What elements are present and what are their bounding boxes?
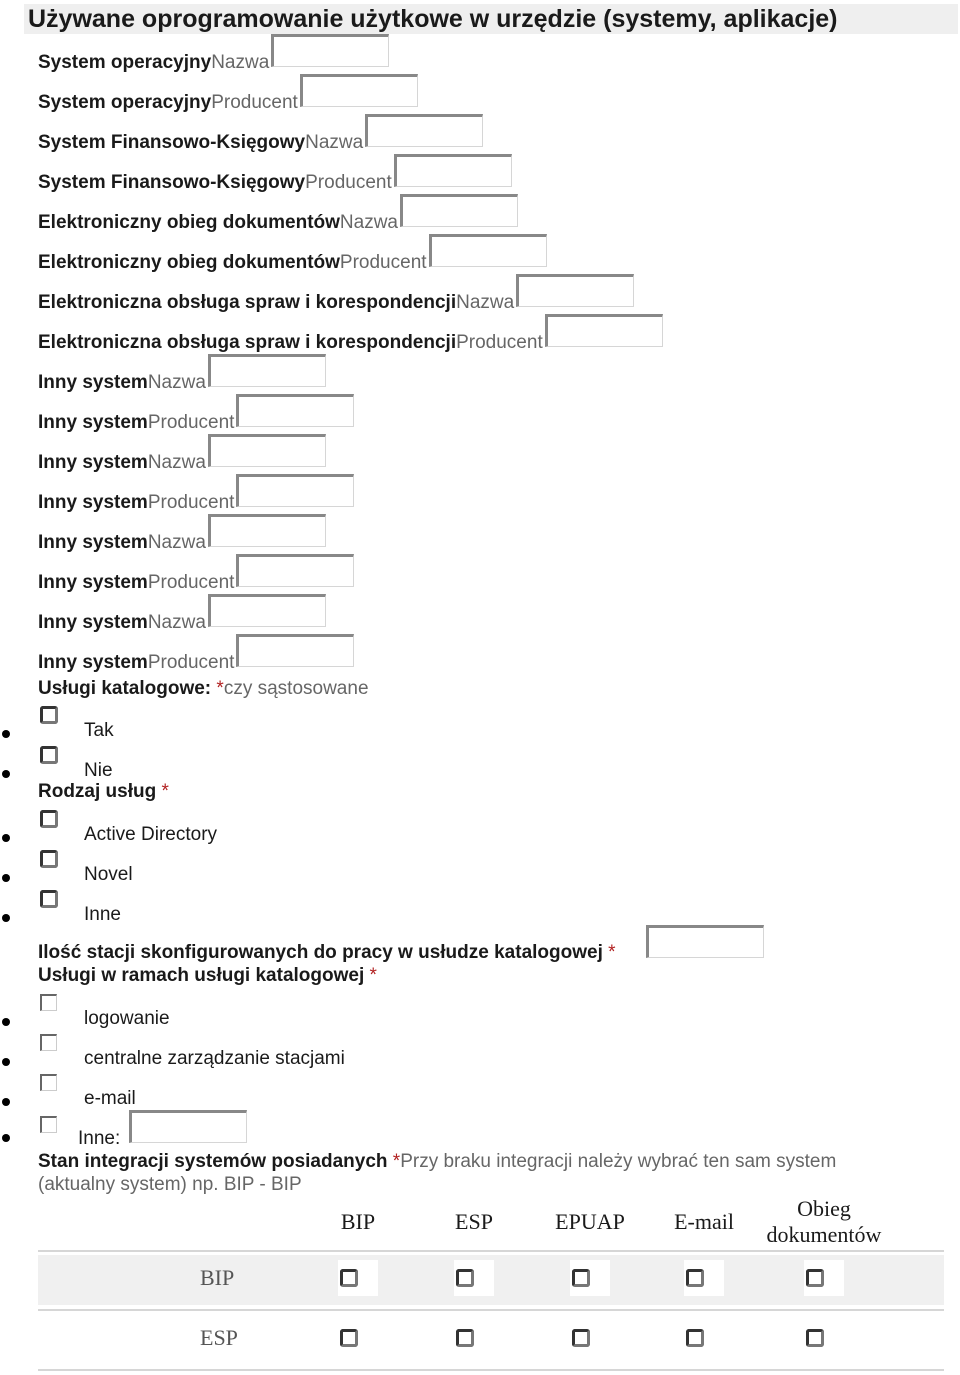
option-label: e-mail — [84, 1088, 136, 1109]
option-row — [0, 706, 700, 746]
option-label: centralne zarządzanie stacjami — [84, 1048, 345, 1069]
table-cell — [454, 1320, 494, 1356]
bullet-icon — [2, 874, 10, 882]
software-field-input[interactable] — [236, 554, 354, 587]
system-name-text: Inny system — [38, 572, 148, 593]
table-cell — [804, 1260, 844, 1296]
option-checkbox[interactable] — [40, 1074, 57, 1091]
table-divider — [38, 1369, 944, 1371]
option-label: Inne — [84, 904, 121, 925]
software-field-label — [38, 372, 206, 394]
software-field-input[interactable] — [300, 74, 418, 107]
option-row — [0, 1034, 700, 1074]
option-row — [0, 850, 700, 890]
bullet-icon — [2, 1018, 10, 1026]
system-name-text: Inny system — [38, 652, 148, 673]
other-checkbox[interactable] — [40, 1116, 57, 1133]
option-label: Nie — [84, 760, 113, 781]
integration-radio[interactable] — [806, 1329, 824, 1347]
service-type-heading: Rodzaj usług * — [38, 781, 169, 802]
table-row — [38, 1255, 944, 1305]
field-kind-text: Producent — [305, 172, 392, 193]
system-name-text: Inny system — [38, 532, 148, 553]
software-field-input[interactable] — [429, 234, 547, 267]
bullet-icon — [2, 1134, 10, 1142]
integration-radio[interactable] — [456, 1329, 474, 1347]
software-field-label — [38, 52, 269, 74]
field-kind-text: Nazwa — [456, 292, 515, 313]
option-checkbox[interactable] — [40, 1034, 57, 1051]
software-field-label — [38, 172, 392, 194]
software-field-input[interactable] — [236, 394, 354, 427]
other-input[interactable] — [129, 1110, 247, 1143]
field-kind-text: Producent — [147, 492, 235, 513]
table-cell — [570, 1260, 610, 1296]
row-label: ESP — [200, 1325, 238, 1350]
option-control — [40, 1034, 57, 1057]
system-name-text: Elektroniczny obieg dokumentów — [38, 212, 340, 233]
field-kind-text: Producent — [147, 572, 235, 593]
column-header: Obieg dokumentów — [766, 1196, 882, 1247]
services-within-heading: Usługi w ramach usługi katalogowej * — [38, 965, 377, 986]
bullet-icon — [2, 914, 10, 922]
table-cell — [804, 1320, 844, 1356]
field-kind-text: Producent — [147, 652, 235, 673]
row-label: BIP — [200, 1265, 235, 1290]
option-control — [40, 890, 58, 914]
option-radio[interactable] — [40, 890, 58, 908]
software-field-label — [38, 572, 234, 594]
integration-radio[interactable] — [686, 1269, 704, 1287]
option-control — [40, 746, 58, 770]
option-control — [40, 706, 58, 730]
bullet-icon — [2, 834, 10, 842]
integration-radio[interactable] — [806, 1269, 824, 1287]
option-control — [40, 994, 57, 1017]
integration-radio[interactable] — [456, 1269, 474, 1287]
stations-count-input[interactable] — [646, 925, 764, 958]
software-field-input[interactable] — [236, 634, 354, 667]
integration-radio[interactable] — [572, 1329, 590, 1347]
software-field-input[interactable] — [516, 274, 634, 307]
directory-services-heading: Usługi katalogowe: *czy sąstosowane — [38, 678, 369, 699]
table-cell — [684, 1260, 724, 1296]
software-field-input[interactable] — [208, 514, 326, 547]
software-field-label — [38, 132, 363, 154]
table-divider — [38, 1250, 944, 1252]
option-row — [0, 810, 700, 850]
option-control — [40, 1074, 57, 1097]
system-name-text: Inny system — [38, 452, 148, 473]
table-cell — [338, 1260, 378, 1296]
option-radio[interactable] — [40, 850, 58, 868]
field-kind-text: Producent — [147, 412, 235, 433]
field-kind-text: Producent — [339, 252, 427, 273]
software-field-input[interactable] — [208, 434, 326, 467]
software-field-input[interactable] — [271, 34, 389, 67]
field-kind-text: Nazwa — [339, 212, 398, 233]
field-kind-text: Nazwa — [305, 132, 364, 153]
system-name-text: System Finansowo-Księgowy — [38, 172, 306, 193]
table-cell — [454, 1260, 494, 1296]
system-name-text: Inny system — [38, 412, 148, 433]
software-field-input[interactable] — [208, 594, 326, 627]
integration-radio[interactable] — [686, 1329, 704, 1347]
option-label: Tak — [84, 720, 114, 741]
software-field-label — [38, 412, 234, 434]
option-label: Active Directory — [84, 824, 218, 845]
software-field-label — [38, 332, 543, 354]
software-field-label — [38, 532, 206, 554]
field-kind-text: Nazwa — [147, 452, 206, 473]
option-radio[interactable] — [40, 706, 58, 724]
software-field-label — [38, 212, 398, 234]
system-name-text: System operacyjny — [38, 52, 212, 73]
option-label: logowanie — [84, 1008, 170, 1029]
system-name-text: System Finansowo-Księgowy — [38, 132, 306, 153]
field-kind-text: Nazwa — [147, 372, 206, 393]
software-field-label — [38, 452, 206, 474]
field-kind-text: Nazwa — [211, 52, 270, 73]
column-header: EPUAP — [555, 1209, 625, 1234]
table-cell — [338, 1320, 378, 1356]
option-control — [40, 810, 58, 834]
option-row — [0, 890, 700, 930]
software-field-input[interactable] — [208, 354, 326, 387]
option-checkbox[interactable] — [40, 994, 57, 1011]
table-row — [38, 1315, 944, 1365]
software-field-label — [38, 612, 206, 634]
software-field-label — [38, 92, 298, 114]
option-radio[interactable] — [40, 746, 58, 764]
software-field-input[interactable] — [400, 194, 518, 227]
system-name-text: Elektroniczna obsługa spraw i korespondencji — [38, 332, 457, 353]
services-within-other-row — [0, 1110, 700, 1150]
field-kind-text: Nazwa — [147, 612, 206, 633]
option-label: Novel — [84, 864, 133, 885]
system-name-text: Inny system — [38, 372, 148, 393]
option-row — [0, 746, 700, 786]
software-field-label — [38, 292, 514, 314]
column-header: BIP — [340, 1209, 376, 1234]
field-kind-text: Nazwa — [147, 532, 206, 553]
option-radio[interactable] — [40, 810, 58, 828]
page-title: Używane oprogramowanie użytkowe w urzędzie (systemy, aplikacje) — [24, 4, 958, 34]
table-cell — [684, 1320, 724, 1356]
field-kind-text: Producent — [211, 92, 298, 113]
integration-radio[interactable] — [340, 1329, 358, 1347]
software-field-input[interactable] — [394, 154, 512, 187]
table-divider — [38, 1309, 944, 1311]
software-field-label — [38, 252, 427, 274]
field-kind-text: Producent — [456, 332, 543, 353]
system-name-text: Elektroniczna obsługa spraw i korespondencji — [38, 292, 457, 313]
bullet-icon — [2, 1098, 10, 1106]
option-control — [40, 850, 58, 874]
table-cell — [570, 1320, 610, 1356]
bullet-icon — [2, 730, 10, 738]
integration-radio[interactable] — [340, 1269, 358, 1287]
system-name-text: Elektroniczny obieg dokumentów — [38, 252, 340, 273]
bullet-icon — [2, 1058, 10, 1066]
software-field-input[interactable] — [236, 474, 354, 507]
option-row — [0, 994, 700, 1034]
integration-heading: Stan integracji systemów posiadanych *Przy braku integracji należy wybrać ten sam system (aktualny system) np. BIP - BIP — [38, 1151, 837, 1195]
column-header: E-mail — [674, 1209, 734, 1234]
integration-radio[interactable] — [572, 1269, 590, 1287]
software-field-label — [38, 652, 234, 674]
software-field-input[interactable] — [365, 114, 483, 147]
other-label: Inne: — [78, 1128, 121, 1149]
option-row — [0, 1074, 700, 1114]
system-name-text: System operacyjny — [38, 92, 212, 113]
software-field-input[interactable] — [545, 314, 663, 347]
system-name-text: Inny system — [38, 612, 148, 633]
software-field-label — [38, 492, 234, 514]
column-header: ESP — [455, 1209, 493, 1234]
system-name-text: Inny system — [38, 492, 148, 513]
bullet-icon — [2, 770, 10, 778]
